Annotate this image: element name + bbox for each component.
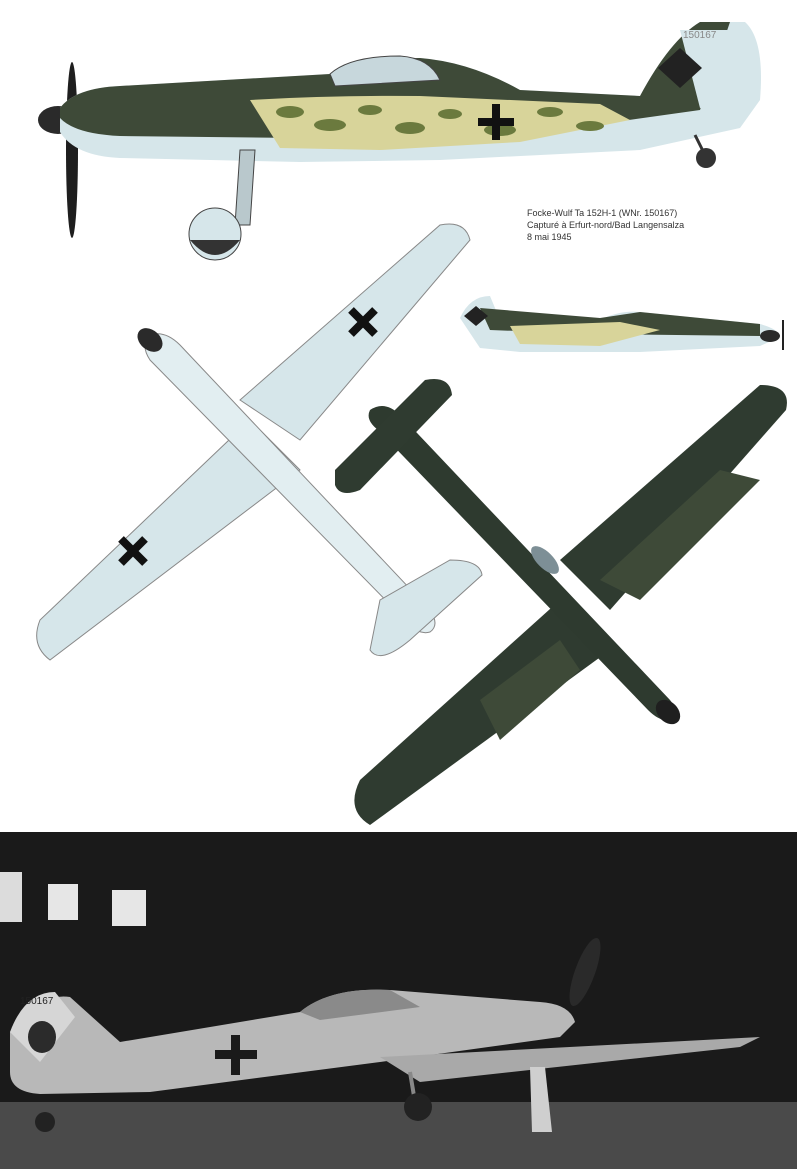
hangar-photo: [0, 832, 797, 1169]
photo-tail-number: 150167: [20, 996, 54, 1007]
upper-wing-right: [560, 385, 787, 610]
hangar-photo-scene: [0, 832, 797, 1169]
photo-main-wheel: [404, 1093, 432, 1121]
propeller-blades: [66, 62, 78, 238]
tail-wheel: [696, 148, 716, 168]
hangar-window: [0, 872, 22, 922]
small-side-view: [460, 296, 783, 352]
caption-line-3: 8 mai 1945: [527, 232, 572, 242]
hangar-window: [48, 884, 78, 920]
profile-caption: [527, 207, 684, 243]
tail-number: 150167: [683, 30, 717, 41]
main-gear-leg: [235, 150, 255, 225]
caption-line-2: Capturé à Erfurt-nord/Bad Langensalza: [527, 220, 685, 230]
photo-tail-wheel: [35, 1112, 55, 1132]
hangar-window: [112, 890, 146, 926]
caption-line-1: Focke-Wulf Ta 152H-1 (WNr. 150167): [527, 208, 678, 218]
